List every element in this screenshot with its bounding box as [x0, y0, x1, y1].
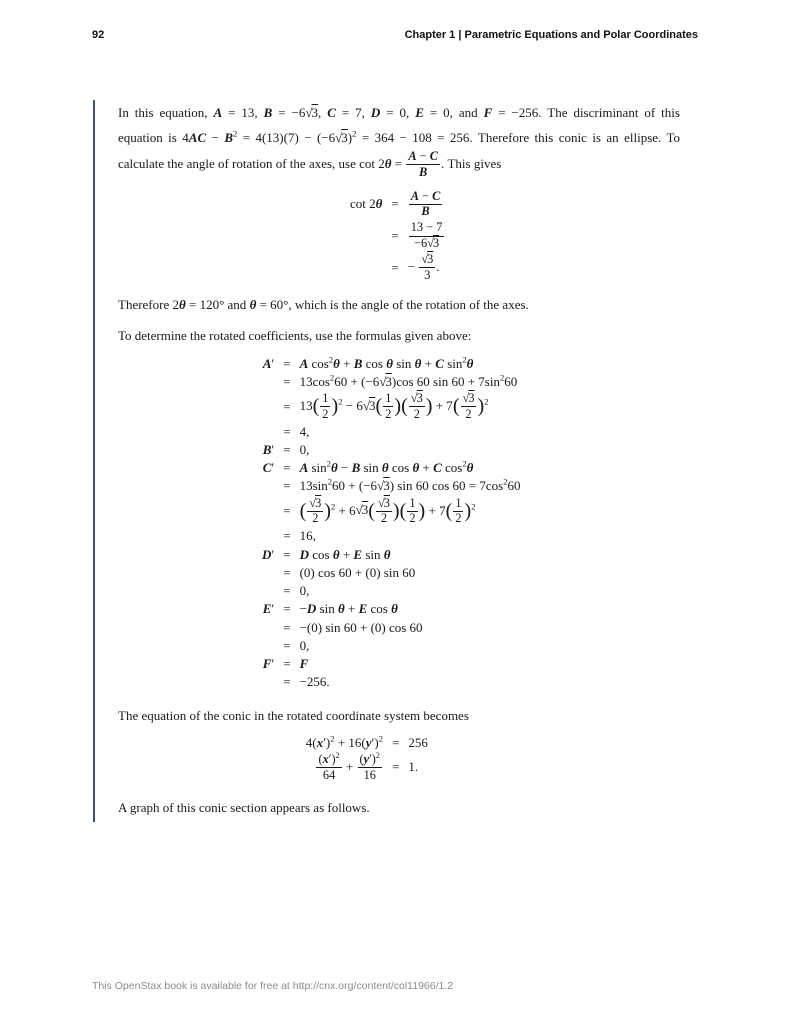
equation-rhs: $13\cos^260 + (-6√3)\cos$ 60 $\sin 60 + 7\sin^260$ [299, 372, 518, 389]
paragraph-intro [118, 100, 680, 180]
equals-sign: = [283, 528, 291, 544]
equals-sign: = [391, 227, 399, 243]
equation-lhs [262, 637, 274, 655]
equation-row [262, 600, 520, 618]
equation-row [262, 619, 520, 637]
equation-rhs: 0, [299, 441, 310, 457]
equation-row [262, 564, 520, 582]
equation-row [262, 391, 520, 423]
equation-rhs: A $\cos^2\theta + B$ cos θ sin θ + C $\sin^2\theta$ [299, 354, 474, 371]
equation-rhs: $13\sin^260 + (-6√3)$ sin 60 $\cos 60 = 7\cos^260$ [299, 477, 521, 494]
equation-lhs: F′ [262, 656, 275, 671]
equals-sign: = [391, 196, 399, 212]
equals-sign: = [283, 546, 291, 562]
footer [92, 980, 453, 992]
equation-lhs: D′ [262, 546, 275, 562]
equals-sign: = [283, 637, 291, 653]
equation-row [262, 655, 520, 673]
equation-rhs: −D sin θ + E cos θ [299, 601, 398, 617]
equation-lhs: E′ [262, 601, 275, 617]
equation-rhs: 1. [408, 759, 419, 775]
equation-rhs: −(0) sin 60 + (0) cos 60 [299, 619, 423, 635]
equals-sign: = [283, 373, 291, 389]
equals-sign: = [392, 759, 400, 775]
equation-lhs: $4(x')^2 + 16(y')^2$ [305, 733, 383, 750]
equation-lhs [262, 373, 274, 391]
equation-row [262, 527, 520, 545]
paragraph-conic-system: The equation of the conic in the rotated coordinate system becomes [118, 707, 469, 723]
equation-rhs: $\frac{A - C}{B}$ [410, 188, 441, 219]
equals-sign: = [283, 355, 291, 371]
paragraph-therefore: Therefore 2θ = 120° and θ = 60°, which is the angle of the rotation of the axes. [118, 296, 529, 312]
equation-lhs: B′ [262, 441, 275, 457]
equation-lhs [262, 673, 274, 691]
equals-sign: = [283, 656, 291, 671]
equation-row [262, 496, 520, 528]
equation-rhs: 13( $\frac{1}{2}$ )$^2$ − 6√3( $\frac{1}{2}$ )( $\frac{√3}{2}$ ) + 7( $\frac{√3}{2}$ )$^2$ [299, 391, 489, 421]
equation-row [262, 477, 520, 495]
equation-rhs: A $\sin^2\theta - B$ sin θ cos θ + C $\cos^2\theta$ [299, 458, 474, 476]
equals-sign: = [283, 423, 291, 439]
equation-row [350, 252, 445, 284]
equation-row [262, 459, 520, 477]
equation-row [262, 441, 520, 459]
equals-sign: = [283, 564, 291, 580]
equals-sign: = [283, 619, 291, 635]
equals-sign: = [283, 503, 291, 519]
chapter-title: Chapter 1 | Parametric Equations and Polar Coordinates [404, 29, 698, 41]
equation-rhs: 0, [299, 637, 310, 653]
intro-line: calculate the angle of rotation of the axes, use cot 2θ = $\frac{A - C}{B}$ . This gives [118, 149, 502, 179]
footer-text: This OpenStax book is available for free at http://cnx.org/content/col11966/1.2 [92, 980, 454, 992]
page-number: 92 [92, 29, 105, 41]
equation-rhs: (0) cos 60 + (0) sin 60 [299, 564, 416, 580]
equation-lhs: cot 2θ [350, 196, 383, 212]
equation-row [350, 220, 445, 252]
coefficients-equation-block [262, 355, 520, 692]
equation-row [262, 582, 520, 600]
equals-sign: = [283, 478, 291, 494]
intro-line: In this equation, A = 13, B = −6√3, C = 7, D = 0, E = 0, and F = −256. The discriminant of this [118, 105, 680, 120]
equation-lhs [350, 220, 382, 252]
equation-rhs: 16, [299, 528, 316, 544]
equation-rhs: − $\frac{√3}{3}$ . [407, 251, 440, 282]
equals-sign: = [391, 259, 399, 275]
equation-rhs: F [299, 656, 309, 671]
equation-lhs: A′ [262, 355, 275, 371]
page-header [92, 29, 698, 41]
equation-lhs [262, 564, 274, 582]
equation-rhs: 256 [408, 734, 428, 750]
equation-row [350, 189, 445, 221]
equation-row [262, 373, 520, 391]
equals-sign: = [283, 441, 291, 457]
equals-sign: = [283, 583, 291, 598]
equals-sign: = [283, 460, 291, 476]
equation-rhs: D cos θ + E sin θ [299, 546, 391, 562]
equation-rhs: $\frac{13 - 7}{-6√3}$ [410, 220, 443, 251]
rotated-conic-equation-block [218, 734, 428, 784]
equation-lhs [262, 423, 274, 441]
left-vertical-rule [93, 100, 95, 822]
equation-row [262, 355, 520, 373]
equation-lhs [262, 477, 274, 495]
equals-sign: = [283, 674, 291, 690]
intro-line: equation is $4AC - B^2 = 4(13)(7) - (-6√3)^2 = 364 - 108 = 256$. Therefore this conic is an ellipse. To [118, 128, 681, 145]
equals-sign: = [283, 398, 291, 414]
equation-lhs [262, 391, 274, 423]
equation-rhs: −256. [299, 674, 330, 690]
equation-row [262, 673, 520, 691]
equation-lhs: $\frac{(x')^2}{64}$ + $\frac{(y')^2}{16}$ [318, 750, 380, 782]
cot-equation-block [350, 189, 445, 284]
equation-row [262, 637, 520, 655]
equation-lhs: C′ [262, 460, 275, 476]
equation-row [262, 546, 520, 564]
equation-lhs [262, 582, 274, 600]
paragraph-determine: To determine the rotated coefficients, use the formulas given above: [118, 327, 472, 343]
equation-lhs [262, 527, 274, 545]
equation-rhs: 0, [299, 583, 310, 598]
equals-sign: = [283, 601, 291, 617]
equation-lhs [350, 252, 382, 284]
page-content [118, 100, 680, 818]
equation-row [218, 752, 428, 784]
equation-rhs: 4, [299, 423, 310, 439]
paragraph-graph: A graph of this conic section appears as follows. [118, 800, 370, 816]
equation-row [218, 734, 428, 752]
equation-row [262, 423, 520, 441]
equation-rhs: ( $\frac{√3}{2}$ )$^2$ + 6√3( $\frac{√3}{2}$ )( $\frac{1}{2}$ ) + 7( $\frac{1}{2}$ )$^2$ [299, 495, 476, 526]
equals-sign: = [392, 734, 400, 750]
equation-lhs [262, 496, 274, 528]
equation-lhs [262, 619, 274, 637]
